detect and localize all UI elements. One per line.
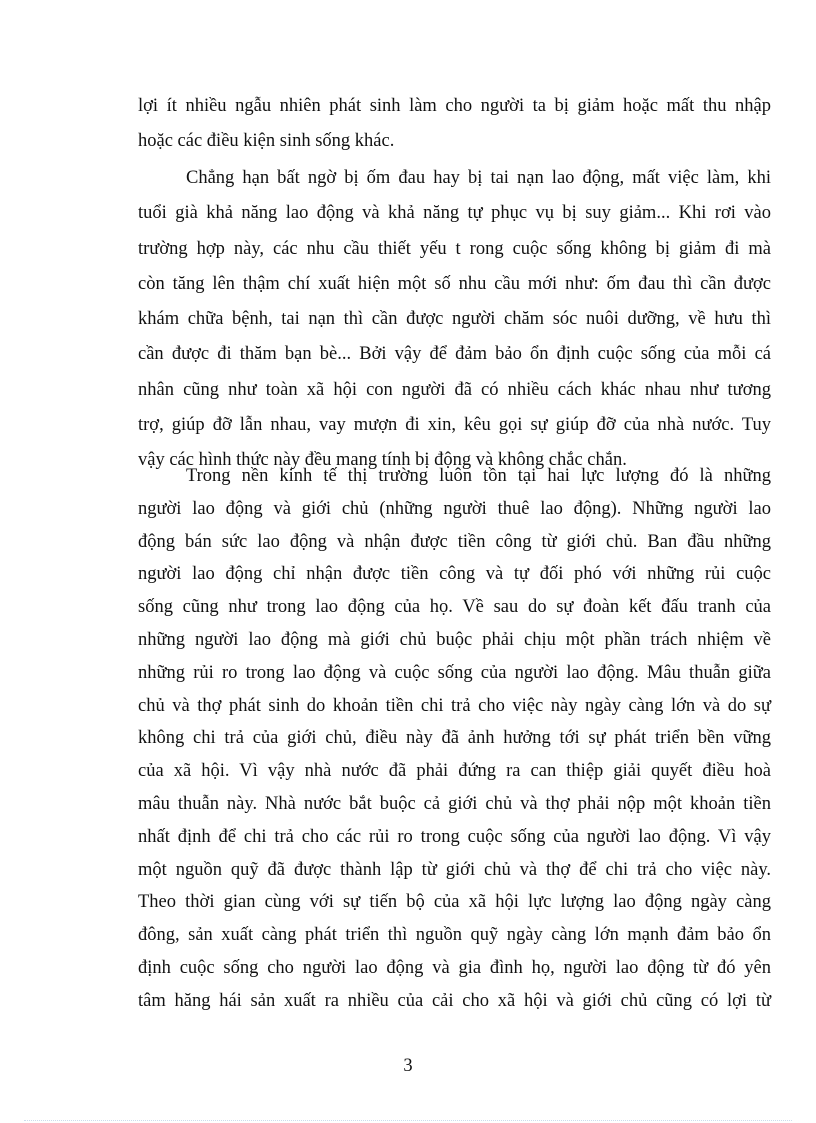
- paragraph-1: [138, 96, 771, 167]
- text-line: [138, 309, 771, 344]
- text-line-content: định cuộc sống cho người lao động và gia đình họ, người lao động từ đó yên: [138, 957, 771, 978]
- text-line: [138, 532, 771, 565]
- text-line-content: trường hợp này, các nhu cầu thiết yếu t rong cuộc sống không bị giảm đi mà: [138, 238, 771, 259]
- text-line: [138, 860, 771, 893]
- text-line: [138, 663, 771, 696]
- text-line-content: chủ và thợ phát sinh do khoản tiền chi trả cho việc này ngày càng lớn và do sự: [138, 695, 771, 716]
- text-line: [138, 597, 771, 630]
- text-line: [138, 728, 771, 761]
- text-line-content: động bán sức lao động và nhận được tiền công từ giới chủ. Ban đầu những: [138, 531, 771, 552]
- text-line: [138, 991, 771, 1024]
- text-line: [138, 466, 771, 499]
- text-line: [138, 239, 771, 274]
- text-line: [138, 168, 771, 203]
- paragraph-2: [138, 168, 771, 486]
- text-line: [138, 203, 771, 238]
- text-line: [138, 794, 771, 827]
- text-line-content: tuổi già khả năng lao động và khả năng tự phục vụ bị suy giảm... Khi rơi vào: [138, 203, 771, 224]
- page-number: 3: [403, 1056, 413, 1076]
- text-line-content: Theo thời gian cùng với sự tiến bộ của xã hội lực lượng lao động ngày càng: [138, 892, 771, 913]
- text-line: [138, 131, 771, 166]
- text-line-content: người lao động chỉ nhận được tiền công và tự đối phó với những rủi cuộc: [138, 564, 771, 585]
- text-line-content: trợ, giúp đỡ lẫn nhau, vay mượn đi xin, kêu gọi sự giúp đỡ của nhà nước. Tuy: [138, 415, 771, 436]
- text-line: [138, 827, 771, 860]
- text-line-content: cần được đi thăm bạn bè... Bởi vậy để đảm bảo ổn định cuộc sống của mỗi cá: [138, 344, 771, 365]
- text-line: [138, 761, 771, 794]
- text-line: [138, 274, 771, 309]
- text-line-content: Chẳng hạn bất ngờ bị ốm đau hay bị tai nạn lao động, mất việc làm, khi: [186, 168, 771, 188]
- text-line-content: khám chữa bệnh, tai nạn thì cần được người chăm sóc nuôi dưỡng, về hưu thì: [138, 309, 771, 330]
- text-line-content: của xã hội. Vì vậy nhà nước đã phải đứng ra can thiệp giải quyết điều hoà: [138, 761, 771, 782]
- paragraph-3: [138, 466, 771, 1024]
- text-line: [138, 958, 771, 991]
- text-line-content: Trong nền kinh tế thị trường luôn tồn tại hai lực lượng đó là những: [186, 466, 771, 486]
- text-line-content: những rủi ro trong lao động và cuộc sống của người lao động. Mâu thuẫn giữa: [138, 662, 771, 683]
- text-line-content: một nguồn quỹ đã được thành lập từ giới chủ và thợ để chi trả cho việc này.: [138, 859, 771, 880]
- text-line-content: những người lao động mà giới chủ buộc phải chịu một phần trách nhiệm về: [138, 629, 771, 650]
- text-line: [138, 96, 771, 131]
- text-line-content: đông, sản xuất càng phát triển thì nguồn quỹ ngày càng lớn mạnh đảm bảo ổn: [138, 925, 771, 946]
- text-line-content: lợi ít nhiều ngẫu nhiên phát sinh làm cho người ta bị giảm hoặc mất thu nhập: [138, 96, 771, 116]
- text-line: [138, 696, 771, 729]
- text-line-content: người lao động và giới chủ (những người thuê lao động). Những người lao: [138, 498, 771, 519]
- text-line: [138, 344, 771, 379]
- text-line: [138, 892, 771, 925]
- text-line-content: tâm hăng hái sản xuất ra nhiều của cải cho xã hội và giới chủ cũng có lợi từ: [138, 990, 771, 1011]
- text-line: [138, 925, 771, 958]
- text-line-content: không chi trả của giới chủ, điều này đã ảnh hưởng tới sự phát triển bền vững: [138, 728, 771, 749]
- text-line-content: hoặc các điều kiện sinh sống khác.: [138, 131, 395, 152]
- text-line: [138, 499, 771, 532]
- page-boundary-divider: [24, 1120, 792, 1121]
- text-line-content: mâu thuẫn này. Nhà nước bắt buộc cả giới chủ và thợ phải nộp một khoản tiền: [138, 793, 771, 814]
- text-line: [138, 564, 771, 597]
- text-line-content: còn tăng lên thậm chí xuất hiện một số nhu cầu mới như: ốm đau thì cần được: [138, 273, 771, 294]
- text-line-content: vậy các hình thức này đều mang tính bị động và không chắc chắn.: [138, 450, 627, 471]
- text-line-content: sống cũng như trong lao động của họ. Về sau do sự đoàn kết đấu tranh của: [138, 597, 771, 618]
- text-line-content: nhân cũng như toàn xã hội con người đã có nhiều cách khác nhau như tương: [138, 379, 771, 400]
- text-line-content: nhất định để chi trả cho các rủi ro trong cuộc sống của người lao động. Vì vậy: [138, 826, 771, 847]
- text-line: [138, 380, 771, 415]
- text-line: [138, 630, 771, 663]
- text-line: [138, 415, 771, 450]
